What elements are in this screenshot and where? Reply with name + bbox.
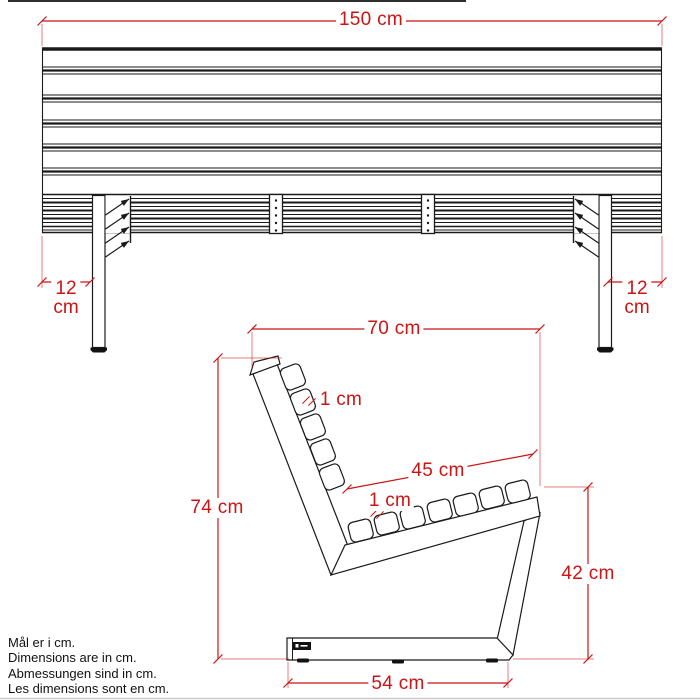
side-base [287, 638, 513, 660]
dim-total-height-label: 74 cm [187, 498, 246, 518]
front-extension-lines [42, 24, 662, 288]
dim-seat-gap-label: 1 cm [366, 491, 414, 511]
dim-top-depth-label: 70 cm [364, 319, 423, 339]
front-connector-plate-right [422, 195, 435, 234]
front-left-bracket [106, 196, 131, 258]
side-rear-leg [497, 513, 540, 655]
dim-left-overhang-unit: cm [53, 297, 79, 318]
dim-seat-depth-label: 45 cm [408, 461, 467, 481]
units-note-block [8, 635, 169, 696]
front-right-foot [597, 348, 614, 353]
dim-left-overhang-label [51, 279, 80, 317]
dim-right-overhang-unit: cm [624, 297, 650, 318]
dim-overall-width-label: 150 cm [336, 10, 406, 30]
units-note-danish: Mål er i cm. [8, 635, 76, 650]
dim-base-length-label: 54 cm [368, 674, 427, 694]
front-right-bracket [574, 196, 599, 258]
front-connector-plate-left [270, 195, 283, 234]
dim-rear-height-label: 42 cm [558, 564, 617, 584]
dim-backrest-gap-label: 1 cm [317, 390, 365, 410]
dim-right-overhang-label [622, 279, 651, 317]
front-right-leg [599, 196, 612, 348]
side-brand-plate [293, 642, 311, 650]
dim-left-overhang-value: 12 [55, 278, 77, 299]
front-left-foot [91, 348, 108, 353]
dim-right-overhang-value: 12 [626, 278, 648, 299]
units-note-english: Dimensions are in cm. [8, 650, 137, 666]
units-note-german: Abmessungen sind in cm. [8, 665, 157, 681]
front-left-leg [93, 196, 106, 348]
front-view [38, 17, 667, 353]
units-note-french: Les dimensions sont en cm. [8, 680, 170, 696]
